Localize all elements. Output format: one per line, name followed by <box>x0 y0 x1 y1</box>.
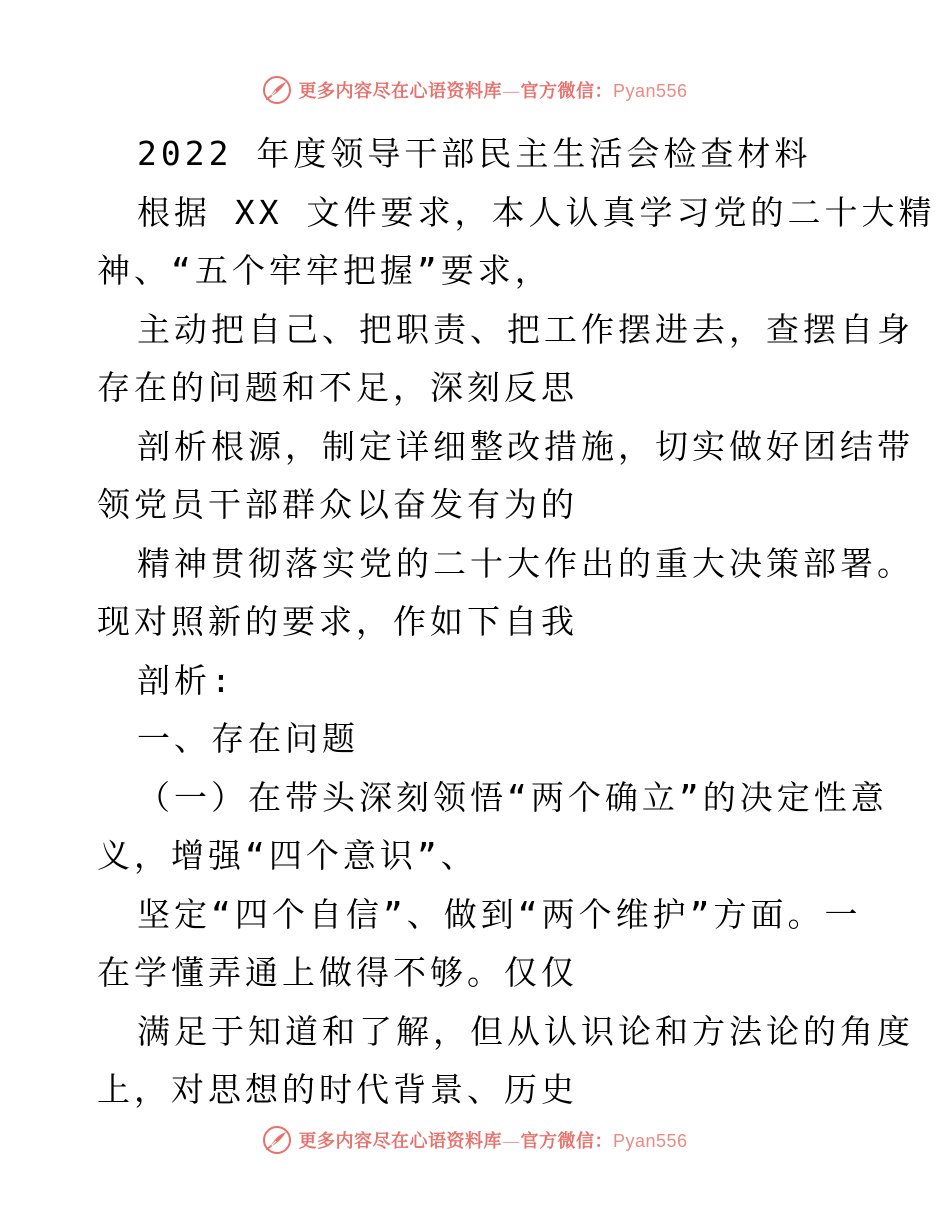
header-watermark <box>0 70 950 110</box>
paragraph-line: 主动把自己、把职责、把工作摆进去，查摆自身 <box>137 309 914 349</box>
feather-quill-logo-icon <box>262 1125 292 1155</box>
paragraph-line: 根据 XX 文件要求，本人认真学习党的二十大精 <box>137 192 936 232</box>
paragraph-line: 现对照新的要求，作如下自我 <box>97 602 578 641</box>
paragraph-line: 上，对思想的时代背景、历史 <box>97 1070 578 1109</box>
watermark-separator: — <box>501 1131 521 1152</box>
watermark-official: 官方微信： <box>520 81 613 102</box>
watermark-official: 官方微信： <box>520 1131 613 1152</box>
paragraph-line: 领党员干部群众以奋发有为的 <box>97 485 578 524</box>
paragraph-line: 义，增强“四个意识”、 <box>97 836 478 875</box>
paragraph-line: （一）在带头深刻领悟“两个确立”的决定性意 <box>137 777 888 817</box>
paragraph-line: 精神贯彻落实党的二十大作出的重大决策部署。 <box>137 543 914 583</box>
watermark-handle: Pyan556 <box>612 81 688 101</box>
document-body <box>97 125 936 1120</box>
paragraph-line: 剖析: <box>137 660 235 700</box>
watermark-handle: Pyan556 <box>612 1131 688 1151</box>
paragraph-line: 在学懂弄通上做得不够。仅仅 <box>97 953 578 992</box>
document-title: 2022 年度领导干部民主生活会检查材料 <box>137 134 812 173</box>
paragraph-line: 剖析根源，制定详细整改措施，切实做好团结带 <box>137 426 914 466</box>
footer-watermark <box>0 1120 950 1160</box>
paragraph-line: 神、“五个牢牢把握”要求， <box>97 251 552 290</box>
section-heading: 一、存在问题 <box>137 719 359 758</box>
paragraph-line: 满足于知道和了解，但从认识论和方法论的角度 <box>137 1011 914 1051</box>
watermark-brand: 更多内容尽在心语资料库 <box>298 1131 502 1152</box>
paragraph-line: 坚定“四个自信”、做到“两个维护”方面。一 <box>137 894 862 934</box>
paragraph-line: 存在的问题和不足，深刻反思 <box>97 368 578 407</box>
feather-quill-logo-icon <box>262 75 292 105</box>
watermark-brand: 更多内容尽在心语资料库 <box>298 81 502 102</box>
watermark-separator: — <box>501 81 521 102</box>
